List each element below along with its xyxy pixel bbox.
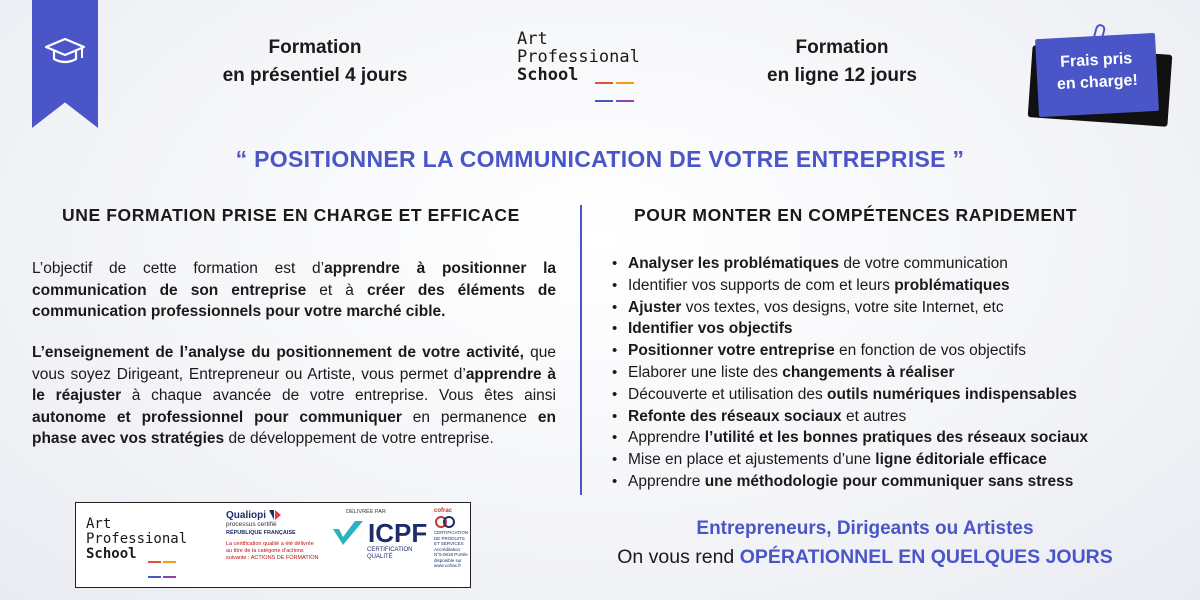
logo-small-line2: Professional [86, 531, 188, 547]
skill-item-segment: problématiques [894, 276, 1010, 294]
skill-item [612, 406, 1088, 428]
icpf-sub2: QUALITÉ [367, 554, 393, 560]
icpf-sub1: CERTIFICATION [367, 547, 413, 553]
skill-item-segment: ligne éditoriale efficace [875, 451, 1047, 469]
skill-item-segment: outils numériques indispensables [827, 385, 1077, 403]
logo-art-professional-school [517, 30, 640, 84]
skill-item [612, 449, 1088, 471]
skill-item-segment: Identifier vos objectifs [628, 320, 793, 338]
promise-line [580, 542, 1150, 572]
teaching-paragraph-segment: de développement de votre entreprise. [224, 430, 494, 447]
skill-item-segment: Ajuster [628, 298, 682, 316]
funding-badge-line1: Frais pris [1059, 50, 1133, 71]
skills-list [612, 253, 1088, 493]
republique-francaise: RÉPUBLIQUE FRANÇAISE [226, 530, 296, 536]
cofrac-name: cofrac [434, 508, 453, 514]
funding-badge [1035, 33, 1159, 117]
skill-item-segment: changements à réaliser [782, 363, 955, 381]
skill-item [612, 471, 1088, 493]
graduation-cap-icon [43, 36, 87, 68]
skill-item-segment: l’utilité et les bonnes pratiques des réseaux sociaux [704, 429, 1089, 447]
format-onsite-line1: Formation [268, 37, 362, 58]
funding-badge-line2: en charge! [1056, 71, 1139, 94]
promise-highlight: OPÉRATIONNEL EN QUELQUES JOURS [739, 546, 1113, 568]
skill-item [612, 318, 1088, 340]
qualiopi-logo [226, 509, 321, 562]
format-onsite [190, 34, 440, 90]
format-online [742, 34, 942, 90]
objective-paragraph-segment: et à [306, 281, 367, 299]
teaching-paragraph-segment: à chaque avancée de votre entreprise. Vous êtes ainsi [121, 387, 556, 404]
column-divider [580, 205, 582, 495]
qualiopi-text: La certification qualité a été délivrée au titre de la catégorie d’actions suivante : ACTIONS DE FORMATION [226, 541, 319, 561]
qualiopi-name: Qualiopi [226, 509, 266, 521]
skill-item-segment: Mise en place et ajustements d’une [628, 451, 876, 469]
icpf-check-icon [331, 519, 365, 547]
cofrac-text: CERTIFICATION DE PRODUITS ET SERVICES Accréditation N°5-0618 Portée disponible sur www.cofrac.fr [434, 530, 469, 568]
logo-art-professional-school-small [86, 517, 187, 562]
skill-item-segment: de votre communication [839, 255, 1008, 272]
qualiopi-sub: processus certifié [226, 521, 277, 528]
teaching-paragraph-segment: L’enseignement de l’analyse du positionnement de votre activité, [32, 344, 524, 361]
skill-item-segment: Apprendre [628, 429, 705, 447]
target-audience [580, 515, 1150, 572]
promise-prefix: On vous rend [617, 546, 740, 568]
logo-color-bars [595, 74, 640, 110]
teaching-paragraph-segment: apprendre à le réajuster [32, 365, 556, 404]
skill-item [612, 297, 1088, 319]
certification-box [75, 502, 471, 588]
format-online-line2: en ligne 12 jours [767, 65, 917, 86]
objective-paragraph-segment: créer des éléments de communication professionnels pour votre marché cible. [32, 281, 557, 320]
bookmark-ribbon [32, 0, 98, 128]
objective-paragraph-segment: L’objectif de cette formation est d’ [32, 260, 325, 277]
logo-small-color-bars [148, 555, 187, 585]
teaching-paragraph-segment: en permanence [401, 408, 538, 426]
logo-line2: Professional [517, 47, 640, 67]
skill-item-segment: Découverte et utilisation des [628, 385, 828, 403]
logo-line1: Art [517, 29, 548, 49]
skill-item [612, 275, 1088, 297]
logo-line3: School [517, 65, 579, 85]
skill-item [612, 340, 1088, 362]
skill-item-segment: Analyser les problématiques [628, 255, 840, 272]
skill-item [612, 253, 1088, 275]
skill-item-segment: Refonte des réseaux sociaux [628, 407, 842, 425]
objective-paragraph-segment: apprendre à positionner la communication de son entreprise [32, 260, 556, 299]
delivered-by: DÉLIVRÉE PAR [346, 509, 386, 515]
main-title: “ POSITIONNER LA COMMUNICATION DE VOTRE ENTREPRISE ” [235, 146, 965, 172]
skill-item-segment: Apprendre [628, 472, 705, 490]
teaching-paragraph-segment: en phase avec vos stratégies [32, 408, 556, 447]
skill-item [612, 362, 1088, 384]
skill-item [612, 384, 1088, 406]
audience-line: Entrepreneurs, Dirigeants ou Artistes [696, 518, 1034, 539]
icpf-logo [331, 509, 431, 561]
skill-item-segment: vos textes, vos designs, votre site Internet, etc [681, 298, 1004, 316]
skill-item-segment: Elaborer une liste des [628, 363, 783, 381]
cofrac-mark-icon [434, 515, 456, 529]
format-onsite-line2: en présentiel 4 jours [222, 65, 408, 86]
right-section-title: POUR MONTER EN COMPÉTENCES RAPIDEMENT [634, 205, 1078, 225]
teaching-paragraph-segment: que vous soyez Dirigeant, Entrepreneur ou Artiste, vous permet d’ [32, 344, 557, 383]
icpf-name: ICPF [368, 518, 428, 548]
objective-paragraph [32, 258, 556, 323]
skill-item-segment: et autres [841, 407, 907, 425]
skill-item-segment: Positionner votre entreprise [628, 342, 835, 360]
teaching-paragraph [32, 342, 556, 450]
format-online-line1: Formation [795, 37, 889, 58]
skill-item [612, 427, 1088, 449]
skill-item-segment: une méthodologie pour communiquer sans stress [704, 472, 1074, 490]
left-section-title: UNE FORMATION PRISE EN CHARGE ET EFFICACE [62, 205, 520, 225]
logo-small-line3: School [86, 546, 137, 562]
logo-small-line1: Art [86, 516, 112, 532]
teaching-paragraph-segment: autonome et professionnel pour communiquer [32, 408, 402, 426]
skill-item-segment: en fonction de vos objectifs [834, 342, 1027, 360]
cofrac-logo [434, 509, 468, 569]
skill-item-segment: Identifier vos supports de com et leurs [628, 276, 895, 294]
qualiopi-mark-icon [268, 509, 282, 521]
